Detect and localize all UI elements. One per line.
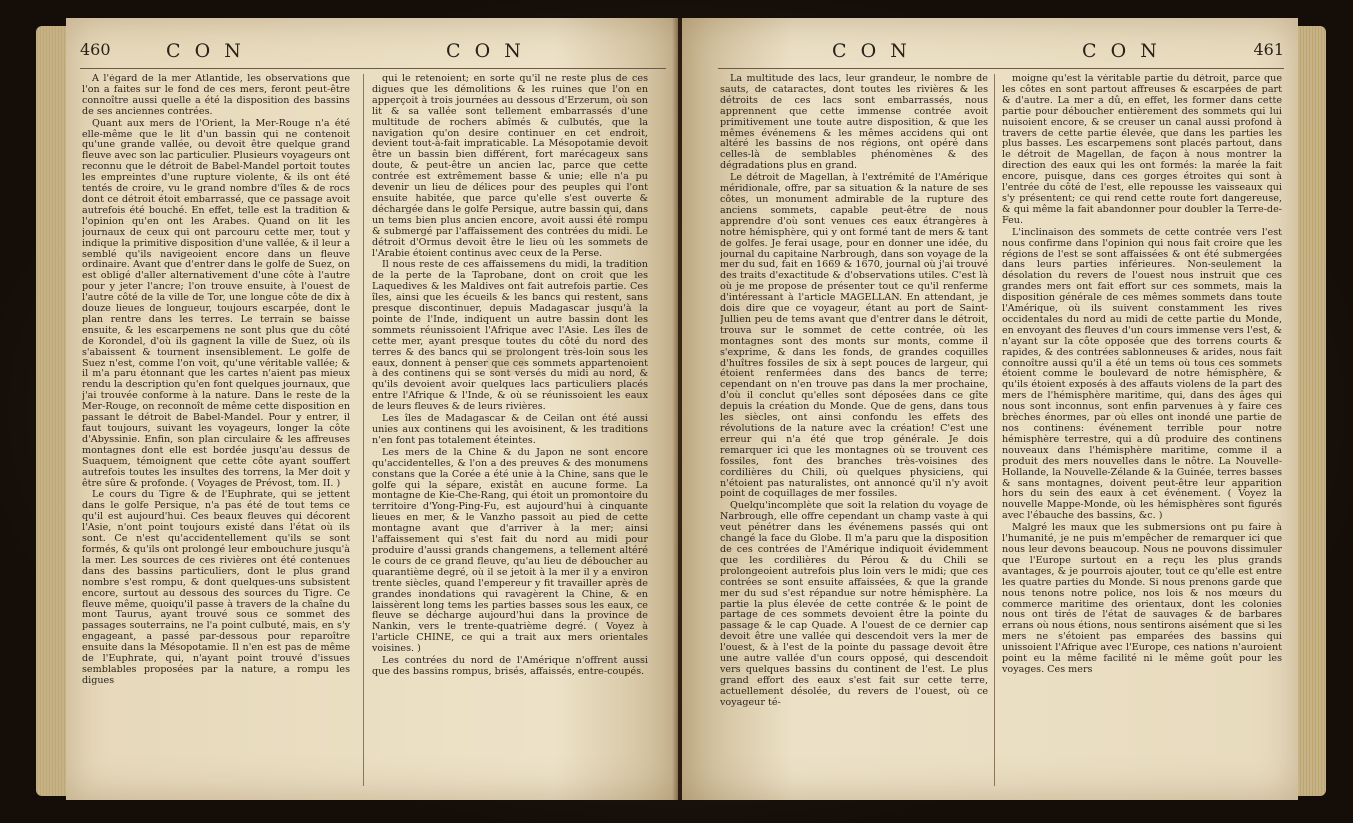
left-column-rule xyxy=(363,74,364,786)
open-book xyxy=(36,18,1326,808)
paragraph: Les mers de la Chine & du Japon ne sont encore qu'accidentelles, & l'on a des preuves & des monumens constans que la Corée a été unie à la Chine, sans que le golfe qui la sépare, existât en aucune forme. La montagne de Kie-Che-Rang, qui étoit un promontoire du territoire d'Yong-Ping-Fu, est aujourd'hui à cinquante lieues en mer, & le Vanzho passoit au pied de cette montagne avant que d'arriver à la mer; ainsi l'affaissement qui s'est fait du nord au midi pour produire d'aussi grands changemens, a tellement altéré le cours de ce grand fleuve, qu'au lieu de déboucher au quarantième degré, où il se jetoit à la mer il y a environ trente siècles, quand l'empereur y fit travailler après de grandes inondations qui ravagèrent la Chine, & en laissèrent long tems les parties basses sous les eaux, ce fleuve se décharge aujourd'hui dans la province de Nankin, vers le trente-quatrième degré. ( Voyez à l'article CHINE, ce qui a trait aux mers orientales voisines. ) xyxy=(372,446,648,655)
page-stack-right xyxy=(1296,26,1326,796)
left-page xyxy=(66,18,678,800)
left-header-rule xyxy=(80,68,666,69)
left-page-number: 460 xyxy=(80,40,111,59)
paragraph: qui le retenoient; en sorte qu'il ne reste plus de ces digues que les démolitions & les ruines que l'on en apperçoit à trois journées au dessous d'Erzerum, où son lit & sa vallée sont tellement embarrassés d'une multitude de rochers abîmés & culbutés, que la navigation qu'on desire continuer en cet endroit, devient tout-à-fait impraticable. La Mésopotamie devoit être un bassin bien différent, fort marécageux sans doute, & peut-être un ancien lac, parce que cette contrée est extrêmement basse & unie; elle n'a pu devenir un lieu de délices pour des peuples qui l'ont ensuite habitée, que parce qu'elle s'est ouverte & déchargée dans le golfe Persique, autre bassin qui, dans un tems bien plus ancien encore, avoit aussi été rompu & submergé par l'affaissement des contrées du midi. Le détroit d'Ormus devoit être le lieu où les sommets de l'Arabie étoient continus avec ceux de la Perse. xyxy=(372,74,648,259)
right-running-head-2: C O N xyxy=(1082,40,1161,62)
right-header-rule xyxy=(718,68,1284,69)
paragraph: Le cours du Tigre & de l'Euphrate, qui se jettent dans le golfe Persique, n'a pas été de tout tems ce qu'il est aujourd'hui. Ces beaux fleuves qui décorent l'Asie, n'ont point toujours existé dans l'état où ils sont. Ce n'est qu'accidentellement qu'ils se sont formés, & qu'ils ont prolongé leur embouchure jusqu'à la mer. Les sources de ces rivières ont été contenues dans des bassins particuliers, dont le plus grand nombre s'est rompu, & dont quelques-uns subsistent encore, surtout au dessous des sources du Tigre. Ce fleuve même, quoiqu'il passe à travers de la chaîne du mont Taurus, ayant trouvé sous ce sommet des passages souterrains, ne l'a point culbuté, mais, en s'y engageant, a passé par-dessous pour reparoître ensuite dans la Mésopotamie. Il n'en est pas de même de l'Euphrate, qui, n'ayant point trouvé d'issues semblables proposées par la nature, a rompu les digues xyxy=(82,489,350,686)
left-running-head-1: C O N xyxy=(166,40,245,62)
right-column-2 xyxy=(1002,74,1282,792)
paragraph: Il nous reste de ces affaissemens du midi, la tradition de la perte de la Taprobane, dont on croit que les Laquedives & les Maldives ont fait autrefois partie. Ces îles, ainsi que les écueils & les bancs qui restent, sans presque discontinuer, depuis Madagascar jusqu'à la pointe de l'Inde, indiquent un autre bassin dont les sommets réunissoient l'Afrique avec l'Asie. Les îles de cette mer, ayant presque toutes du côté du nord des terres & des bancs qui se prolongent très-loin sous les eaux, donnent à penser que ces sommets appartenoient à des continens qui se sont versés du midi au nord, & qu'ils devoient avoir quelques lacs particuliers placés entre l'Afrique & l'Inde, & où se réunissoient les eaux de leurs fleuves & de leurs rivières. xyxy=(372,259,648,413)
right-column-1 xyxy=(720,74,988,792)
paragraph: Quelqu'incomplète que soit la relation du voyage de Narbrough, elle offre cependant un champ vaste à qui veut pénétrer dans les événemens passés qui ont changé la face du Globe. Il m'a paru que la disposition de ces contrées de l'Amérique indiquoit évidemment que les cordilières du Pérou & du Chili se prolongeoient autrefois plus loin vers le midi; que ces contrées se sont ensuite affaissées, & que la grande mer du sud s'est répandue sur notre hémisphère. La partie la plus élevée de cette contrée & le point de partage de ces sommets devoient être la pointe du passage & le cap Quade. A l'ouest de ce dernier cap devoit être une vallée qui descendoit vers la mer de l'ouest, & à l'est de la pointe du passage devoit être une autre vallée d'un cours opposé, qui descendoit vers quelques bassins du continent de l'est. Le plus grand effort des eaux s'est fait sur cette terre, actuellement désolée, du revers de l'ouest, où ce voyageur té- xyxy=(720,500,988,708)
right-column-rule xyxy=(994,74,995,786)
left-column-1 xyxy=(82,74,350,792)
paper-stain xyxy=(486,348,526,376)
paragraph: moigne qu'est la véritable partie du détroit, parce que les côtes en sont partout affreuses & escarpées de part & d'autre. La mer a dû, en effet, les former dans cette partie pour déboucher entièrement des sommets qui lui nuisoient encore, & se creuser un canal aussi profond à travers de cette partie élevée, que dans les parties les plus basses. Les escarpemens sont placés partout, dans le détroit de Magellan, de façon à nous montrer la direction des eaux qui les ont formés: la marée la fait encore, puisque, dans ces gorges étroites qui sont à l'entrée du côté de l'est, elle repousse les vaisseaux qui s'y présentent; ce qui rend cette route fort dangereuse, & qui même la fait abandonner pour doubler la Terre-de-Feu. xyxy=(1002,74,1282,226)
right-page-number: 461 xyxy=(1253,40,1284,59)
right-page-header xyxy=(682,40,1298,66)
left-running-head-2: C O N xyxy=(446,40,525,62)
paragraph: La multitude des lacs, leur grandeur, le nombre de sauts, de cataractes, dont toutes les rivières & les détroits de ces lacs sont embarrassés, nous apprennent que cette immense contrée avoit primitivement une toute autre disposition, & que les mêmes événemens & les mêmes accidens qui ont altéré les bassins de nos régions, ont opéré dans celles-là de semblables phénomènes & des dégradations plus en grand. xyxy=(720,74,988,172)
left-page-header xyxy=(66,40,678,66)
paragraph: L'inclinaison des sommets de cette contrée vers l'est nous confirme dans l'opinion qui nous fait croire que les régions de l'est se sont affaissées & ont été submergées dans leurs parties inférieures. Non-seulement la désolation du revers de l'ouest nous instruit que ces grandes mers ont fait effort sur ces sommets, mais la disposition générale de ces mêmes sommets dans toute l'Amérique, où ils suivent constamment les rives occidentales du nord au midi de cette partie du Monde, en envoyant des fleuves d'un cours immense vers l'est, & n'ayant sur la côte opposée que des torrens courts & rapides, & des contrées sablonneuses & arides, nous fait connoître aussi qu'il a été un tems où tous ces sommets étoient comme le boulevard de notre hémisphère, & qu'ils étoient exposés à des affauts violens de la part des mers de l'hémisphère maritime, qui, dans des âges qui nous sont inconnus, sont enfin parvenues à y faire ces brèches énormes, par où elles ont inondé une partie de nos continens: événement terrible pour notre hémisphère terrestre, qui a dû produire des continens nouveaux dans l'hémisphère maritime, comme il a produit des mers nouvelles dans le nôtre. La Nouvelle-Hollande, la Nouvelle-Zélande & la Guinée, terres basses & sans montagnes, doivent peut-être leur apparition hors du sein des eaux à cet événement. ( Voyez la nouvelle Mappe-Monde, où les hémisphères sont figurés avec l'ébauche des bassins, &c. ) xyxy=(1002,226,1282,522)
right-page xyxy=(682,18,1298,800)
paragraph: Le détroit de Magellan, à l'extrémité de l'Amérique méridionale, offre, par sa situation & la nature de ses côtes, un monument admirable de la rupture des anciens sommets, capable peut-être de nous apprendre d'où sont venues ces eaux étrangères à notre hémisphère, qui y ont formé tant de mers & tant de golfes. Je ferai usage, pour en donner une idée, du journal du capitaine Narbrough, dans son voyage de la mer du sud, fait en 1669 & 1670, journal où j'ai trouvé des traits d'exactitude & d'observations utiles. C'est là où je me propose de présenter tout ce qu'il renferme d'intéressant à l'article MAGELLAN. En attendant, je dois dire que ce voyageur, étant au port de Saint-Jullien peu de tems avant que d'entrer dans le détroit, trouva sur le sommet de cette contrée, où les montagnes sont des monts sur monts, comme il s'exprime, & dans les fonds, de grandes coquilles d'huîtres fossiles de six à sept pouces de largeur, qui étoient renfermées dans des bancs de terre; cependant on n'en trouve pas dans la mer prochaine, d'où il conclut qu'elles sont déposées dans ce gîte depuis la création du Monde. Que de gens, dans tous les siècles, ont ainsi confondu les effets des révolutions de la nature avec la création! C'est une erreur qui n'a été que trop générale. Je dois remarquer ici que les montagnes où se trouvent ces fossiles, font des branches très-voisines des cordilières du Chili, où quelques physiciens, qui n'étoient pas naturalistes, ont annoncé qu'il n'y avoit point de coquillages de mer fossiles. xyxy=(720,172,988,500)
left-column-2 xyxy=(372,74,648,792)
paragraph: A l'égard de la mer Atlantide, les observations que l'on a faites sur le fond de ces mers, feront peut-être connoître aussi quelle a été la disposition des bassins de ses anciennes contrées. xyxy=(82,74,350,117)
paragraph: Les contrées du nord de l'Amérique n'offrent aussi que des bassins rompus, brisés, affaissés, entre-coupés. xyxy=(372,655,648,677)
right-running-head-1: C O N xyxy=(832,40,911,62)
paragraph: Les îles de Madagascar & de Ceilan ont été aussi unies aux continens qui les avoisinent, & les traditions n'en font pas totalement éteintes. xyxy=(372,413,648,446)
paragraph: Malgré les maux que les submersions ont pu faire à l'humanité, je ne puis m'empêcher de remarquer ici que nous leur devons beaucoup. Nous ne pouvons dissimuler que l'Europe surtout en a reçu les plus grands avantages, & je pourrois ajouter, tout ce qu'elle est entre les quatre parties du Monde. Si nous prenons garde que nous tenons notre police, nos lois & nos mœurs du commerce maritime des orientaux, dont les colonies nous ont tirés de l'état de sauvages & de barbares errans où nous étions, nous sentirons aisément que si les mers ne s'étoient pas emparées des bassins qui unissoient l'Afrique avec l'Europe, ces nations n'auroient point eu la même facilité ni le même goût pour les voyages. Ces mers xyxy=(1002,522,1282,675)
paragraph: Quant aux mers de l'Orient, la Mer-Rouge n'a été elle-même que le lit d'un bassin qui ne contenoit qu'une grande vallée, ou devoit être quelque grand fleuve avec son lac particulier. Plusieurs voyageurs ont reconnu que le détroit de Babel-Mandel portoit toutes les empreintes d'une rupture violente, & ils ont été tentés de croire, vu le grand nombre d'îles & de rocs dont ce détroit étoit embarrassé, que ce passage avoit autrefois été bouché. En effet, telle est la tradition & l'opinion qu'en ont les Arabes. Quand on lit les journaux de ceux qui ont parcouru cette mer, tout y indique la primitive disposition d'une vallée, & il leur a semblé qu'ils navigeoient encore dans un fleuve ordinaire. Avant que d'entrer dans le golfe de Suez, on est obligé d'aller alternativement d'une côte à l'autre pour y jeter l'ancre; l'on trouve ensuite, à l'ouest de l'autre côté de la ville de Tor, une longue côte de dix à douze lieues de longueur, toujours escarpée, dont le plan rentre dans les terres. Le terrain se baisse ensuite, & les escarpemens ne sont plus que du côté de Korondel, d'où ils gagnent la ville de Suez, où ils s'abaissent & tournent insensiblement. Le golfe de Suez n'est, comme l'on voit, qu'une véritable vallée; & il m'a paru étonnant que les cartes n'aient pas mieux rendu la description qu'en font quelques journaux, que j'ai trouvée conforme à la nature. Dans le reste de la Mer-Rouge, on reconnoît de même cette disposition en passant le détroit de Babel-Mandel. Pour y entrer, il faut toujours, suivant les voyageurs, longer la côte d'Abyssinie. Enfin, son plan circulaire & les affreuses montagnes dont elle est bordée jusqu'au dessus de Suaquem, témoignent que cette côte ayant souffert autrefois toutes les insultes des torrens, la Mer doit y être sûre & profonde. ( Voyages de Prévost, tom. II. ) xyxy=(82,117,350,489)
